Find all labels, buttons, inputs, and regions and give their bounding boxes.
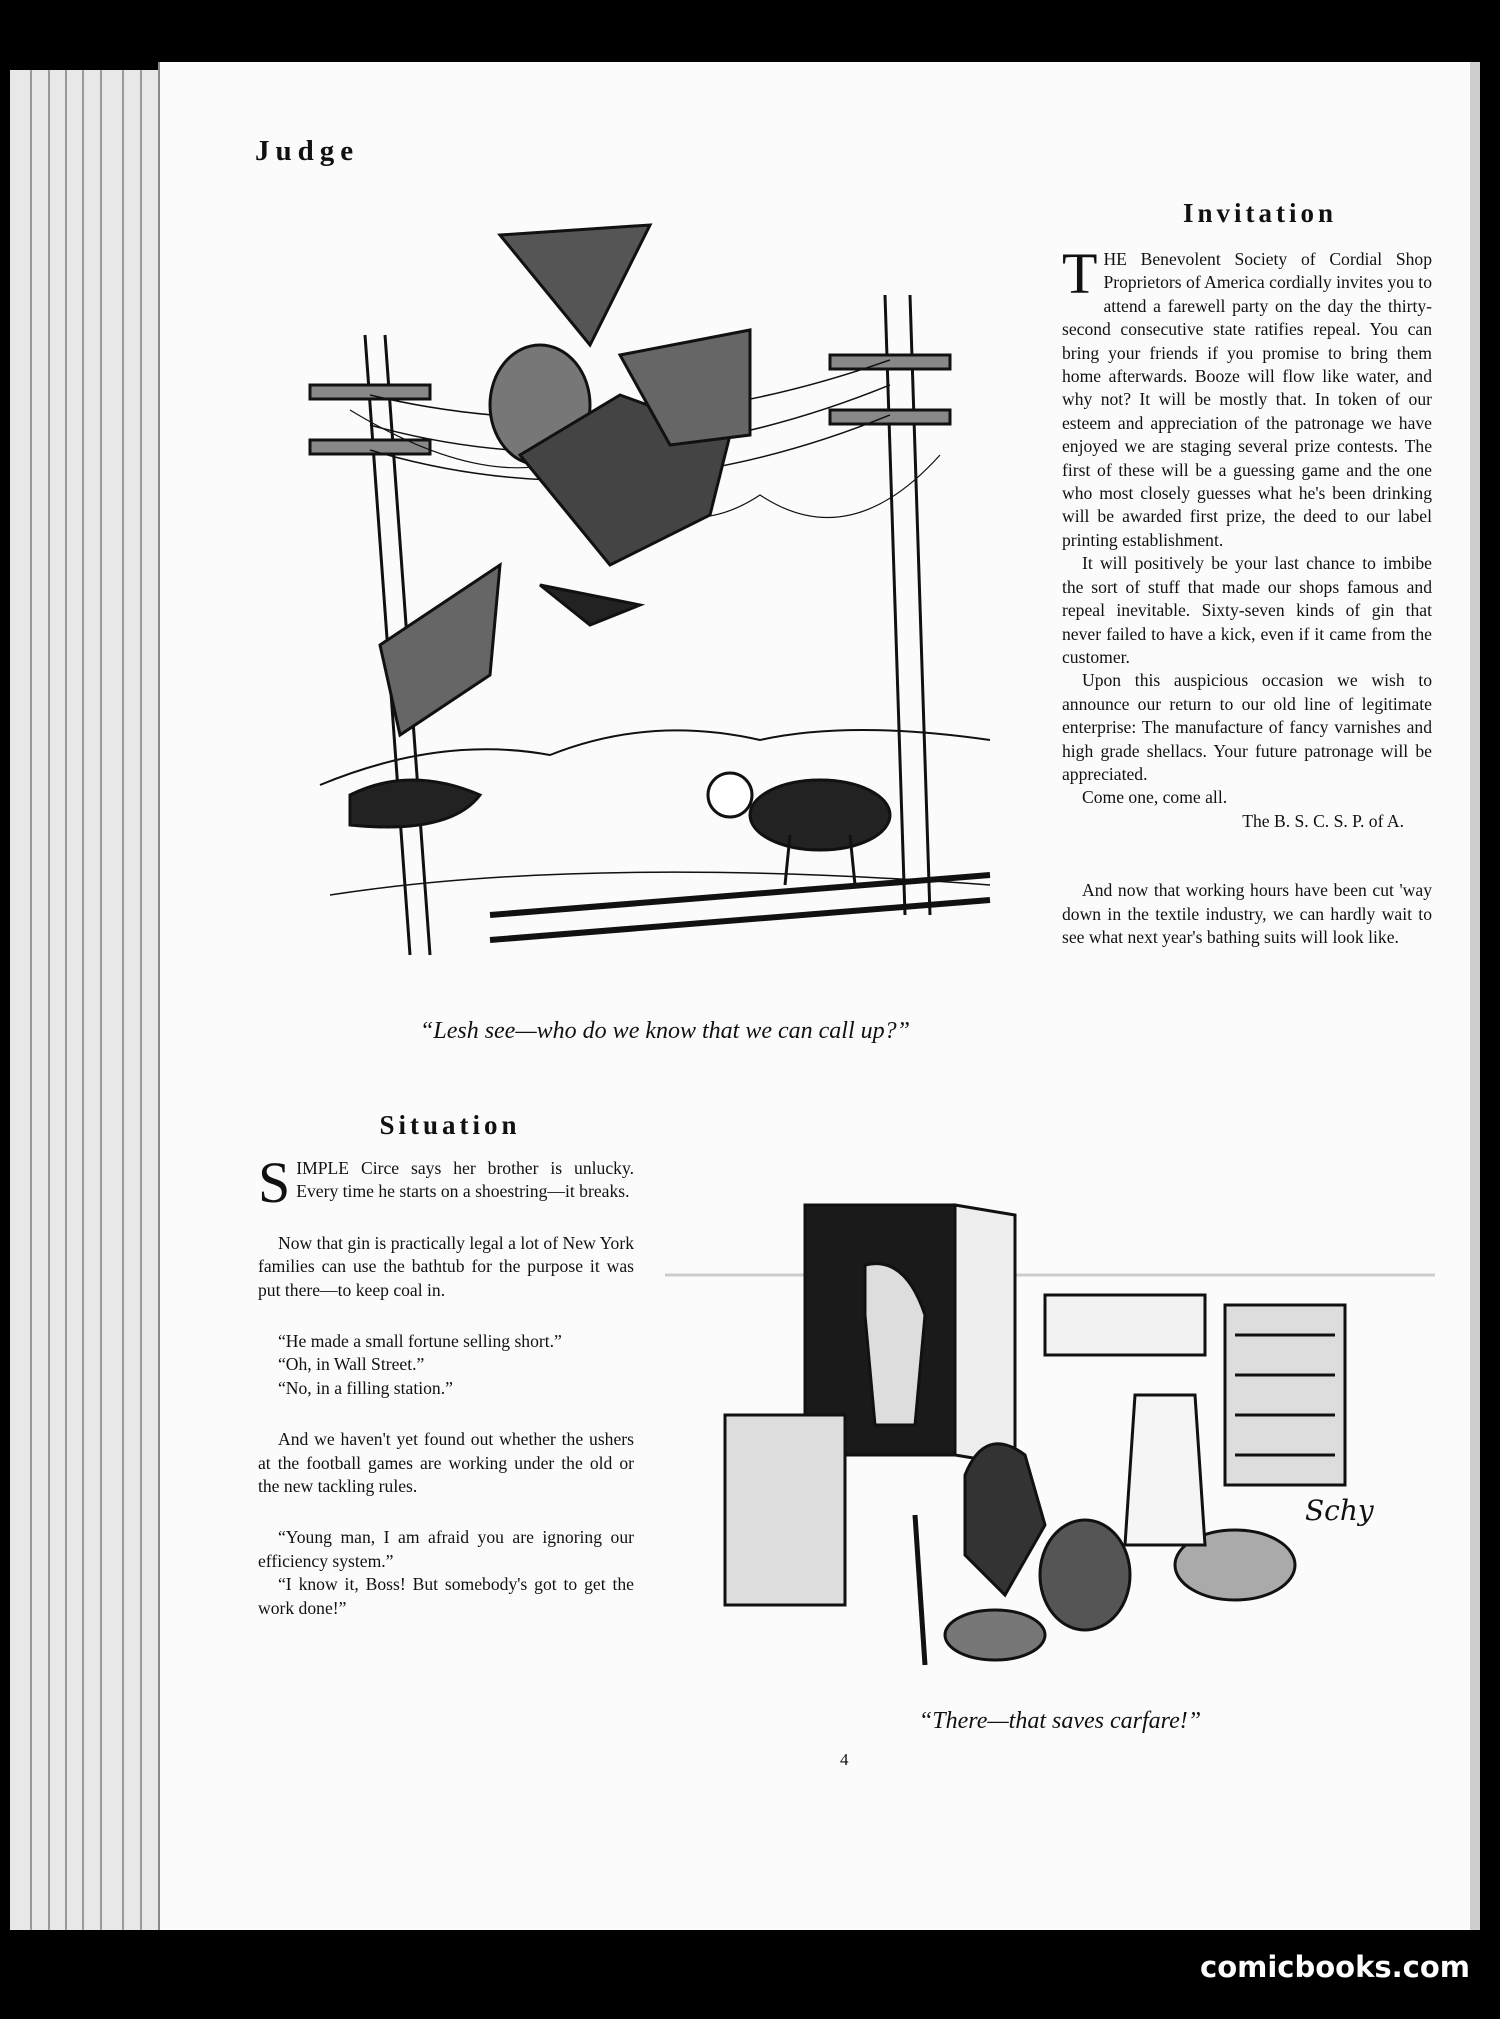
- invitation-paragraph: HE Benevolent Society of Cordial Shop Proprietors of America cordially invites you to attend a farewell party on the day the thirty-second consecutive state ratifies repeal. You can bring your friends if you promise to bring them home afterwards. Booze will flow like water, and why not? It will be mostly that. In token of our esteem and appreciation of the patronage we have enjoyed we are staging several prize contests. The first of these will be a guessing game and the one who most closely guesses what he's been drinking will be awarded first prize, the deed to our label printing establishment.: [1062, 249, 1432, 550]
- situation-column: [258, 1150, 634, 1620]
- efficiency-joke-line: “I know it, Boss! But somebody's got to get the work done!”: [258, 1574, 634, 1618]
- invitation-paragraph: Come one, come all.: [1082, 787, 1228, 808]
- fortune-joke-line: “He made a small fortune selling short.”: [278, 1331, 562, 1352]
- running-head: Judge: [255, 135, 360, 167]
- textile-joke: And now that working hours have been cut 'way down in the textile industry, we can hardly wait to see what next year's bathing suits will look like.: [1062, 880, 1432, 947]
- invitation-signoff: The B. S. C. S. P. of A.: [1242, 810, 1404, 831]
- cartoon-caption-top: “Lesh see—who do we know that we can call up?”: [420, 1018, 910, 1044]
- fortune-joke-line: “Oh, in Wall Street.”: [278, 1354, 425, 1375]
- fortune-joke-line: “No, in a filling station.”: [278, 1377, 453, 1398]
- book-page-edges: [10, 70, 160, 1930]
- ushers-joke: And we haven't yet found out whether the ushers at the football games are working under the old or the new tackling rules.: [258, 1429, 634, 1497]
- invitation-paragraph: It will positively be your last chance to imbibe the sort of stuff that made our shops famous and repeal inevitable. Sixty-seven kinds of gin that never failed to have a kick, even if it came from the customer.: [1062, 553, 1432, 667]
- efficiency-joke-line: “Young man, I am afraid you are ignoring our efficiency system.”: [258, 1527, 634, 1571]
- page-number: 4: [840, 1750, 849, 1769]
- cartoon-signature: Schy: [1305, 1494, 1374, 1527]
- invitation-dropcap: T: [1062, 241, 1098, 306]
- cartoon-coal-bathroom: [665, 1195, 1435, 1700]
- invitation-column: [1062, 241, 1432, 949]
- situation-paragraph: IMPLE Circe says her brother is unlucky. Every time he starts on a shoestring—it breaks.: [296, 1158, 634, 1202]
- watermark: comicbooks.com: [1200, 1950, 1470, 1984]
- invitation-paragraph: Upon this auspicious occasion we wish to announce our return to our old line of legitimate enterprise: The manufacture of fancy varnishes and high grade shellacs. Your future patronage will be appreciated.: [1062, 670, 1432, 784]
- situation-dropcap: S: [258, 1150, 291, 1215]
- invitation-heading: Invitation: [1182, 198, 1338, 228]
- situation-heading: Situation: [379, 1110, 521, 1140]
- gin-joke: Now that gin is practically legal a lot of New York families can use the bathtub for the purpose it was put there—to keep coal in.: [258, 1232, 634, 1300]
- cartoon-caption-bottom: “There—that saves carfare!”: [918, 1708, 1202, 1734]
- cartoon-telephone-wires: [290, 195, 1010, 1005]
